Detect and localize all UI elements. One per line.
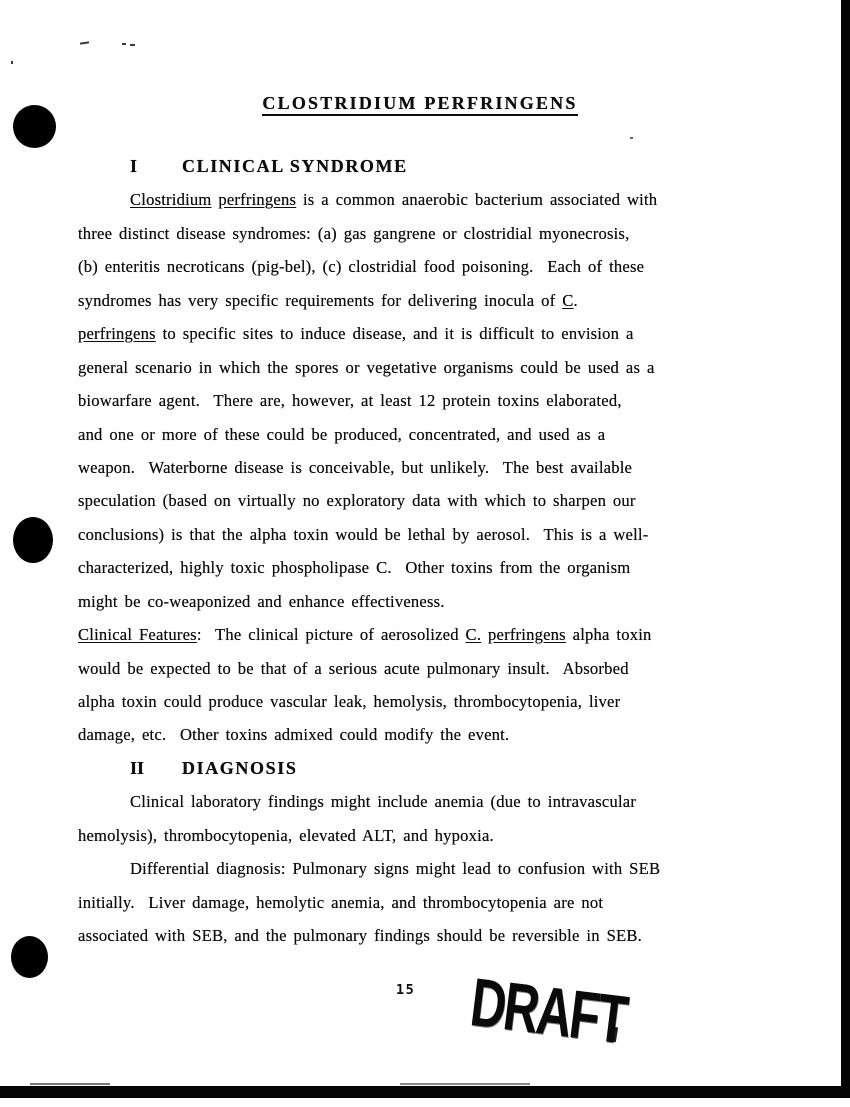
section-heading xyxy=(78,150,750,183)
text-line: three distinct disease syndromes: (a) gas gangrene or clostridial myonecrosis, xyxy=(78,223,630,243)
text-line: hemolysis), thrombocytopenia, elevated ALT, and hypoxia. xyxy=(78,825,494,845)
scan-edge-bottom-bar xyxy=(0,1086,850,1098)
text-line: Clinical laboratory findings might include anemia (due to intravascular xyxy=(130,792,637,812)
hole-punch-mark xyxy=(13,517,53,563)
scan-noise-mark xyxy=(80,41,89,44)
page-number: 15 xyxy=(396,982,416,998)
scan-noise-mark xyxy=(11,61,13,64)
document-content xyxy=(78,150,750,953)
draft-stamp: DRAFT xyxy=(466,963,630,1059)
text-line: perfringens to specific sites to induce disease, and it is difficult to envision a xyxy=(78,324,634,344)
hole-punch-mark xyxy=(11,936,48,978)
section-number: II xyxy=(130,757,145,778)
text-line: biowarfare agent. There are, however, at least 12 protein toxins elaborated, xyxy=(78,391,622,411)
scan-noise-mark xyxy=(30,1083,110,1085)
text-line: would be expected to be that of a serious acute pulmonary insult. Absorbed xyxy=(78,658,629,678)
text-line: weapon. Waterborne disease is conceivable, but unlikely. The best available xyxy=(78,457,633,477)
text-line: and one or more of these could be produced, concentrated, and used as a xyxy=(78,424,606,444)
section-label: DIAGNOSIS xyxy=(182,757,298,778)
text-line: speculation (based on virtually no exploratory data with which to sharpen our xyxy=(78,491,636,511)
text-line: might be co-weaponized and enhance effectiveness. xyxy=(78,591,445,611)
text-line: syndromes has very specific requirements for delivering inocula of C. xyxy=(78,290,578,310)
text-line: initially. Liver damage, hemolytic anemia, and thrombocytopenia are not xyxy=(78,892,604,912)
section-heading xyxy=(78,752,750,785)
scan-noise-mark xyxy=(400,1083,530,1085)
text-line: characterized, highly toxic phospholipase C. Other toxins from the organism xyxy=(78,558,631,578)
text-line: damage, etc. Other toxins admixed could modify the event. xyxy=(78,725,510,745)
text-line: general scenario in which the spores or vegetative organisms could be used as a xyxy=(78,357,655,377)
page-title: CLOSTRIDIUM PERFRINGENS xyxy=(0,93,840,114)
text-line: Clostridium perfringens is a common anaerobic bacterium associated with xyxy=(130,190,658,210)
text-line: conclusions) is that the alpha toxin would be lethal by aerosol. This is a well- xyxy=(78,524,649,544)
text-line: Clinical Features: The clinical picture of aerosolized C. perfringens alpha toxin xyxy=(78,625,652,645)
text-line: alpha toxin could produce vascular leak, hemolysis, thrombocytopenia, liver xyxy=(78,692,621,711)
section-label: CLINICAL SYNDROME xyxy=(182,156,408,176)
scan-edge-right-bar xyxy=(841,0,850,1097)
scan-noise-mark xyxy=(130,44,135,46)
scan-noise-mark xyxy=(122,43,126,45)
section-number: I xyxy=(130,156,138,176)
text-line: Differential diagnosis: Pulmonary signs might lead to confusion with SEB xyxy=(130,859,661,879)
text-line: (b) enteritis necroticans (pig-bel), (c) clostridial food poisoning. Each of these xyxy=(78,257,645,277)
text-line: associated with SEB, and the pulmonary findings should be reversible in SEB. xyxy=(78,926,642,946)
scan-noise-mark xyxy=(630,137,633,139)
